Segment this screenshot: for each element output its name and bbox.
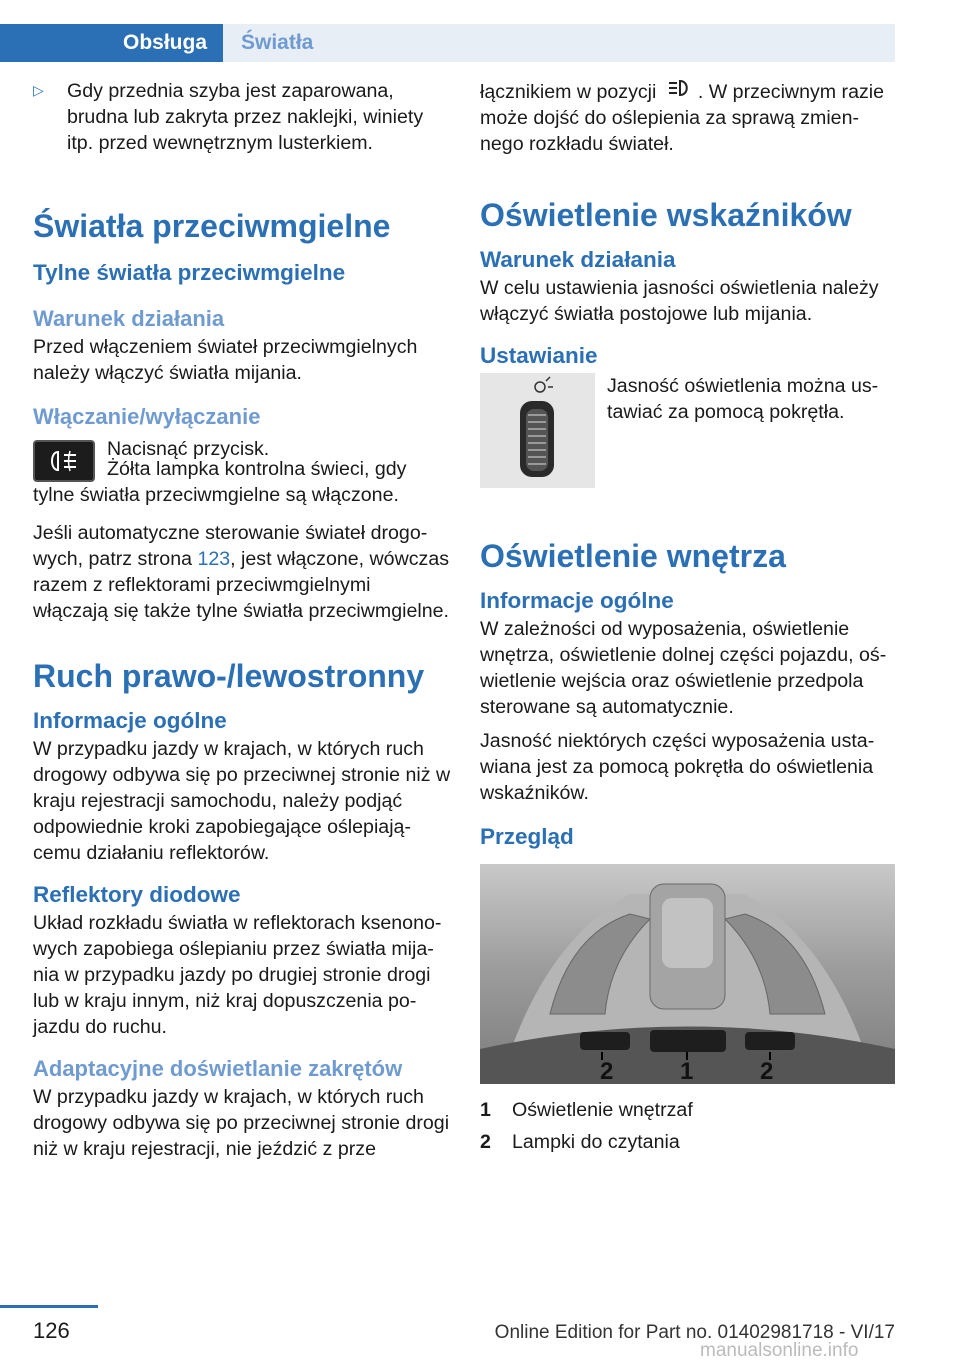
paragraph-brightness: Jasność niektórych części wyposażenia ustawiana jest za pomocą pokrętła do oświetlenia wskaźników. (480, 730, 875, 804)
heading-general-info: Informacje ogólne (33, 708, 227, 733)
heading-traffic: Ruch prawo-/lewostronny (33, 658, 425, 694)
dial-block (480, 373, 895, 488)
photo-label-2-right: 2 (760, 1058, 774, 1084)
heading-fog-lights: Światła przeciwmgielne (33, 208, 391, 244)
paragraph-setting: Jasność oświetlenia można ustawiać za pomocą pokrętła. (607, 375, 879, 423)
heading-general-right: Informacje ogólne (480, 588, 674, 613)
right-column (480, 78, 895, 1158)
paragraph-condition: Przed włączeniem świateł przeciwmgielnych należy włączyć światła mijania. (33, 336, 418, 384)
watermark: manualsonline.info (700, 1340, 859, 1361)
paragraph-general: W przypadku jazdy w krajach, w których ruch drogowy odbywa się po przeciwnej stronie niż w kraju rejestracji samochodu, należy podjąć odpowiednie kroki zapobiegające oślepiającemu działaniu reflektorów. (33, 738, 451, 864)
heading-adaptive: Adaptacyjne doświetlanie zakrętów (33, 1056, 403, 1081)
paragraph-led: Układ rozkładu światła w reflektorach ksenonowych zapobiega oślepianiu przez światła mijania w przypadku jazdy po drugiej stronie drogi lub w kraju innym, niż kraj dopuszczenia pojazdu do ruchu. (33, 912, 442, 1038)
heading-on-off: Włączanie/wyłączanie (33, 404, 261, 429)
triangle-bullet-icon: ▷ (33, 82, 44, 98)
heading-led: Reflektory diodowe (33, 882, 241, 907)
brightness-dial-icon (480, 373, 595, 488)
legend-item: 1 Oświetlenie wnętrzaf (480, 1099, 693, 1121)
header-bar (0, 0, 960, 62)
paragraph-yellow-lamp: Żółta lampka kontrolna świeci, gdy tylne światła przeciwmgielne są włączone. (33, 458, 407, 506)
interior-light-photo (480, 864, 895, 1084)
paragraph-press: Nacisnąć przycisk. (107, 438, 270, 460)
tab-swiatla[interactable]: Światła (223, 24, 895, 62)
heading-rear-fog: Tylne światła przeciwmgielne (33, 260, 346, 285)
left-column (33, 78, 451, 1162)
photo-label-1: 1 (680, 1058, 694, 1084)
paragraph-auto-lights: Jeśli automatyczne sterowanie świateł drogowych, patrz strona 123, jest włączone, wówczas razem z reflektorami przeciwmgielnymi włączają się także tylne światła przeciwmgielne. (33, 522, 450, 622)
paragraph-condition-right: W celu ustawienia jasności oświetlenia należy włączyć światła postojowe lub mijania. (480, 277, 879, 325)
heading-interior-lighting: Oświetlenie wnętrza (480, 538, 786, 574)
heading-overview: Przegląd (480, 824, 574, 849)
bullet-item (33, 78, 451, 156)
paragraph-continued: łącznikiem w pozycji . W przeciwnym razie może dojść do oślepienia za sprawą zmiennego rozkładu świateł. (480, 78, 895, 157)
page-number: 126 (33, 1318, 70, 1343)
beam-switch-icon (662, 78, 698, 105)
rear-fog-button-icon (33, 440, 95, 482)
legend-item: 2 Lampki do czytania (480, 1131, 680, 1153)
photo-label-2-left: 2 (600, 1058, 614, 1084)
tab-obsluga[interactable]: Obsługa (0, 24, 223, 62)
paragraph-general-right: W zależności od wyposażenia, oświetlenie wnętrza, oświetlenie dolnej części pojazdu, oświetlenie wejścia oraz oświetlenie przedpola sterowane są automatycznie. (480, 618, 887, 718)
page-link-123[interactable]: 123 (197, 548, 231, 570)
heading-setting: Ustawianie (480, 343, 598, 368)
heading-condition-right: Warunek działania (480, 247, 676, 272)
paragraph-adaptive: W przypadku jazdy w krajach, w których ruch drogowy odbywa się po przeciwnej stronie drogi niż w kraju rejestracji, nie jeździć z prze (33, 1086, 450, 1160)
heading-condition: Warunek działania (33, 306, 225, 331)
footer-rule (0, 1305, 98, 1308)
bullet-text: Gdy przednia szyba jest zaparowana, brudna lub zakryta przez naklejki, winiety itp. przed wewnętrznym lusterkiem. (67, 80, 424, 154)
heading-instrument-lighting: Oświetlenie wskaźników (480, 197, 852, 233)
edition-note: Online Edition for Part no. 01402981718 - VI/17 (494, 1322, 895, 1343)
